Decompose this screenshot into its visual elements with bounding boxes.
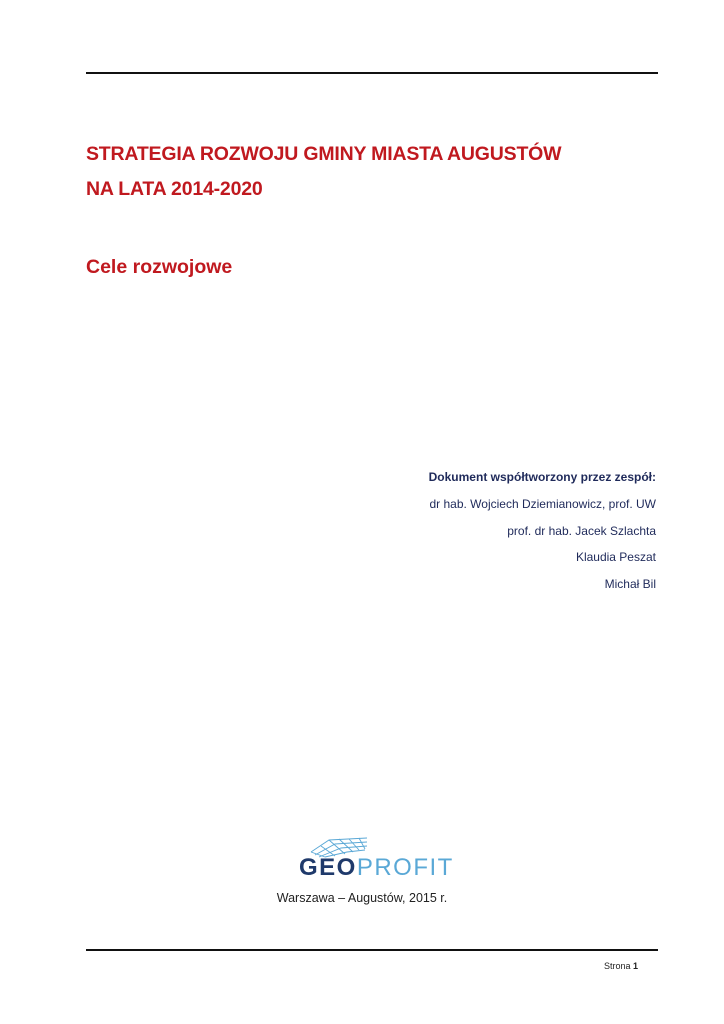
page-label: Strona — [603, 961, 631, 971]
author-name: Michał Bil — [604, 576, 656, 591]
logo-wordmark — [299, 855, 454, 881]
author-name: prof. dr hab. Jacek Szlachta — [507, 523, 656, 538]
top-rule — [86, 72, 658, 74]
logo-text-profit: PROFIT — [356, 854, 454, 881]
document-title-line2: NA LATA 2014-2020 — [86, 178, 263, 200]
document-subtitle: Cele rozwojowe — [86, 256, 233, 278]
page-number — [604, 961, 638, 971]
bottom-rule — [86, 949, 658, 951]
document-title-line1: STRATEGIA ROZWOJU GMINY MIASTA AUGUSTÓW — [86, 143, 562, 165]
geoprofit-logo — [299, 836, 454, 882]
authors-heading: Dokument współtworzony przez zespół: — [428, 470, 656, 484]
authors-block — [256, 470, 656, 603]
logo-text-geo: GEO — [299, 854, 357, 881]
author-name: dr hab. Wojciech Dziemianowicz, prof. UW — [429, 497, 656, 511]
page-number-value: 1 — [632, 961, 638, 971]
place-date: Warszawa – Augustów, 2015 r. — [276, 891, 448, 905]
author-name: Klaudia Peszat — [575, 550, 656, 564]
